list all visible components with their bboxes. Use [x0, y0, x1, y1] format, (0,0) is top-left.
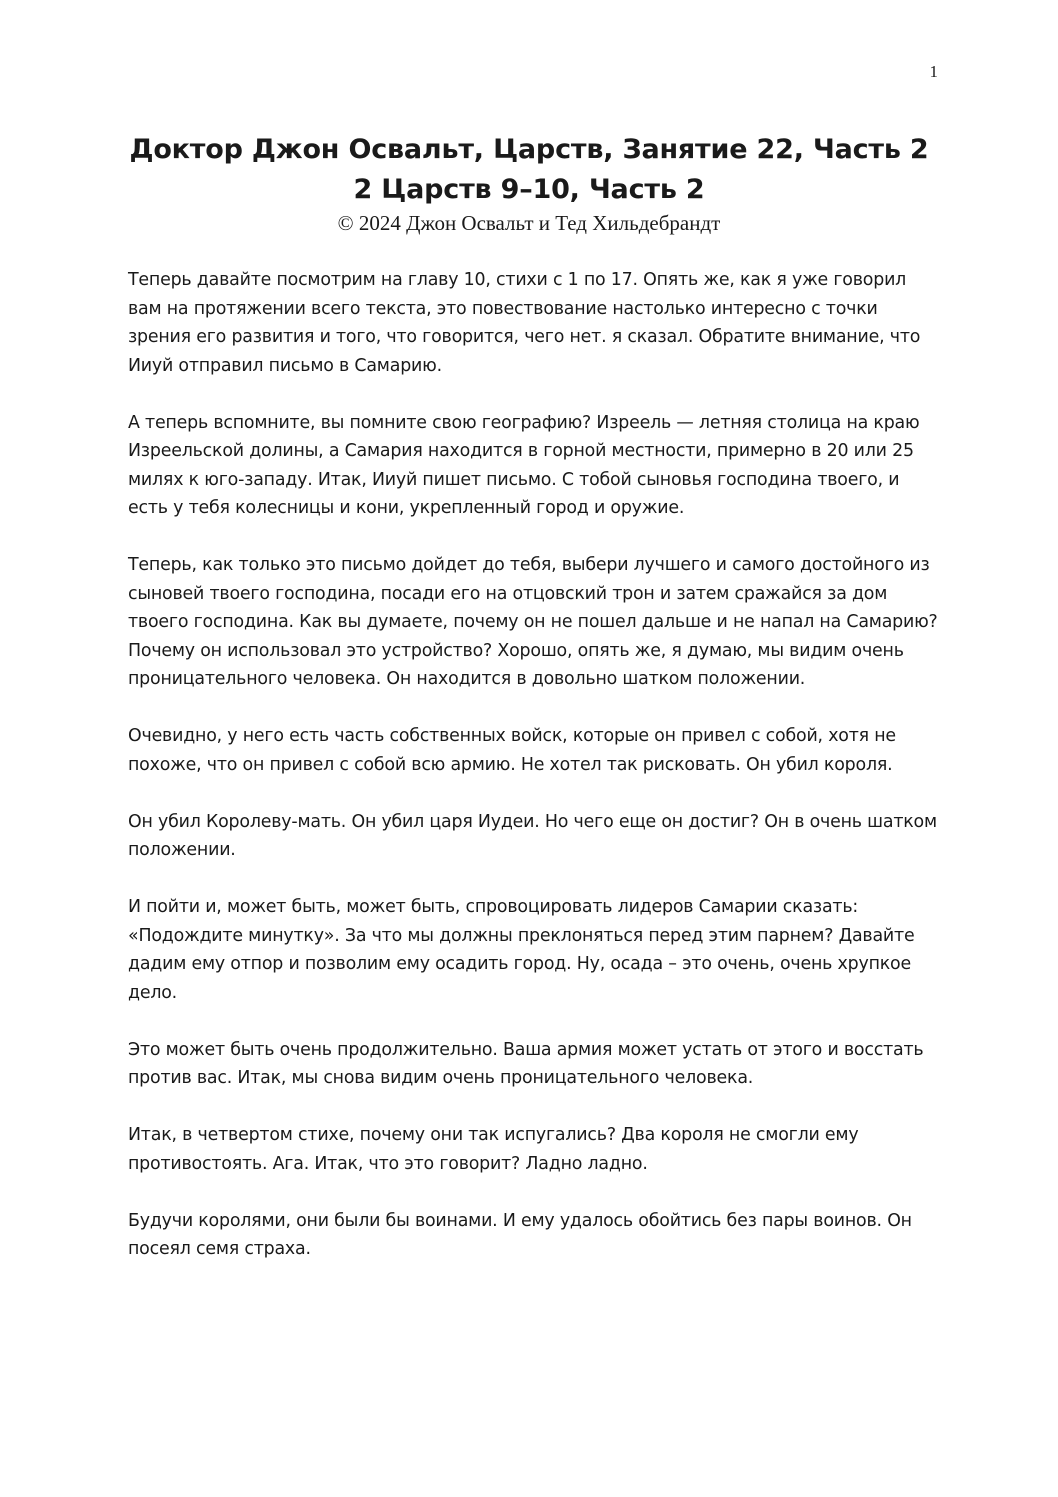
paragraph: Итак, в четвертом стихе, почему они так испугались? Два короля не смогли ему противостоять. Ага. Итак, что это говорит? Ладно ладно.	[128, 1125, 859, 1174]
copyright-line: © 2024 Джон Освальт и Тед Хильдебрандт	[337, 211, 721, 235]
document-title	[60, 130, 998, 210]
paragraph: А теперь вспомните, вы помните свою географию? Изреель — летняя столица на краю Изреельской долины, а Самария находится в горной местности, примерно в 20 или 25 милях к юго-западу. Итак, Ииуй пишет письмо. С тобой сыновья господина твоего, и есть у тебя колесницы и кони, укрепленный город и оружие.	[128, 412, 920, 518]
document-header	[60, 130, 998, 236]
page-number: 1	[929, 62, 938, 81]
paragraph: Очевидно, у него есть часть собственных войск, которые он привел с собой, хотя не похоже, что он привел с собой всю армию. Не хотел так рисковать. Он убил короля.	[128, 726, 896, 775]
title-line-2: 2 Царств 9–10, Часть 2	[353, 174, 705, 205]
paragraph: Это может быть очень продолжительно. Ваша армия может устать от этого и восстать против вас. Итак, мы снова видим очень проницательного человека.	[128, 1039, 924, 1088]
paragraph: Теперь, как только это письмо дойдет до тебя, выбери лучшего и самого достойного из сыновей твоего господина, посади его на отцовский трон и затем сражайся за дом твоего господина. Как вы думаете, почему он не пошел дальше и не напал на Самарию? Почему он использовал это устройство? Хорошо, опять же, я думаю, мы видим очень проницательного человека. Он находится в довольно шатком положении.	[128, 555, 938, 689]
paragraph: И пойти и, может быть, может быть, спровоцировать лидеров Самарии сказать: «Подождите минутку». За что мы должны преклоняться перед этим парнем? Давайте дадим ему отпор и позволим ему осадить город. Ну, осада – это очень, очень хрупкое дело.	[128, 897, 915, 1003]
title-line-1: Доктор Джон Освальт, Царств, Занятие 22, Часть 2	[129, 134, 929, 165]
paragraph: Теперь давайте посмотрим на главу 10, стихи с 1 по 17. Опять же, как я уже говорил вам на протяжении всего текста, это повествование настолько интересно с точки зрения его развития и того, что говорится, чего нет. я сказал. Обратите внимание, что Ииуй отправил письмо в Самарию.	[128, 270, 921, 376]
document-body	[128, 266, 943, 1292]
paragraph: Он убил Королеву-мать. Он убил царя Иудеи. Но чего еще он достиг? Он в очень шатком положении.	[128, 811, 937, 860]
paragraph: Будучи королями, они были бы воинами. И ему удалось обойтись без пары воинов. Он посеял семя страха.	[128, 1210, 912, 1259]
